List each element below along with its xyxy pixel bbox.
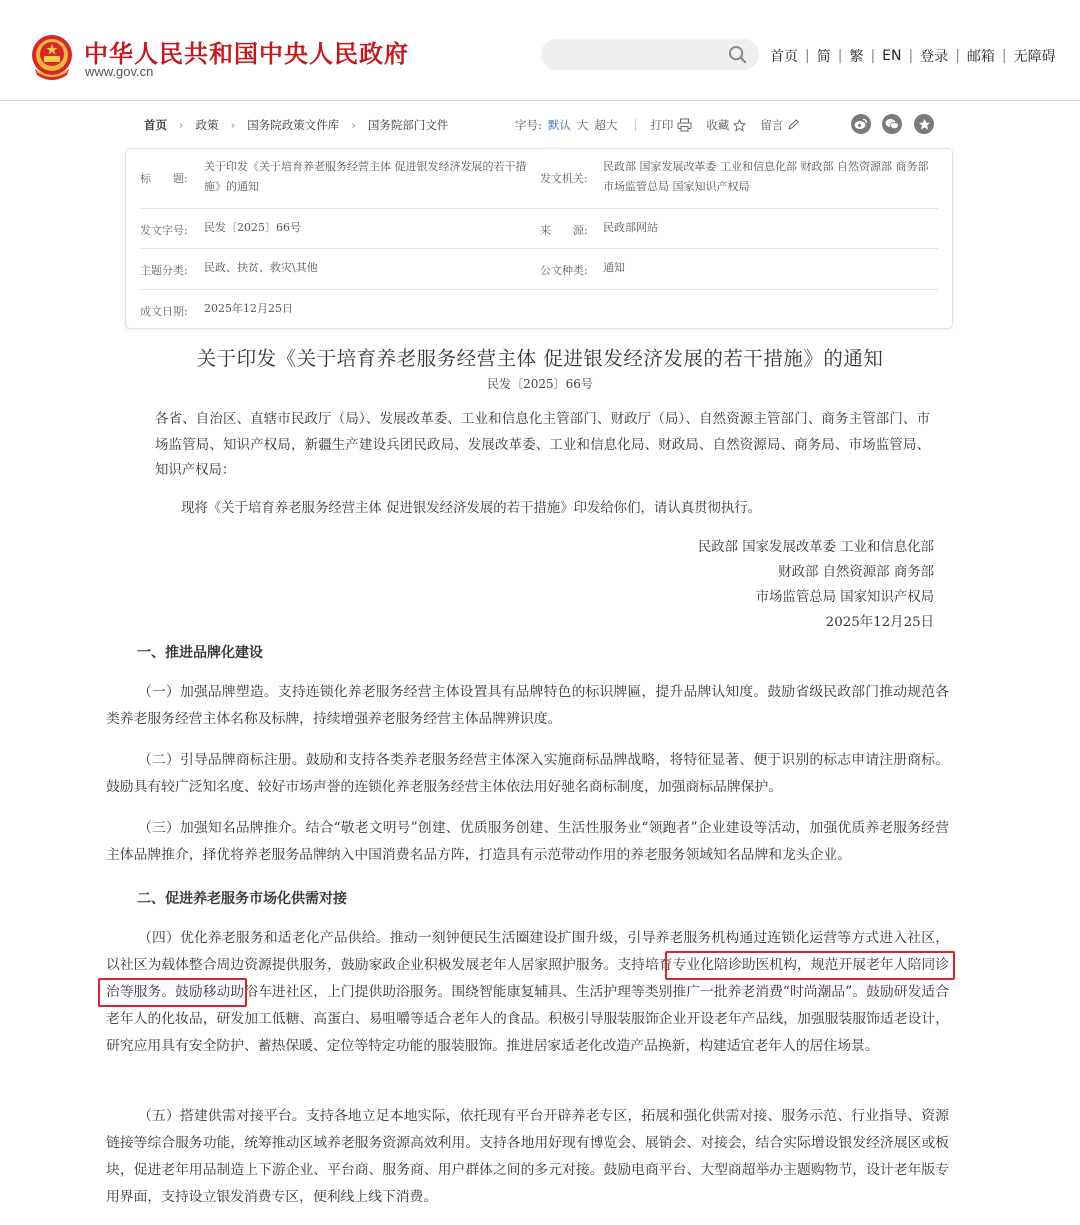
nav-divider: | (908, 48, 914, 64)
star-outline-icon (733, 119, 746, 132)
breadcrumb-policy-library[interactable]: 国务院政策文件库 (247, 118, 340, 132)
nav-home[interactable]: 首页 (770, 49, 798, 65)
breadcrumb-home[interactable]: 首页 (144, 118, 167, 132)
paragraph: （三）加强知名品牌推介。结合“敬老文明号”创建、优质服务创建、生活性服务业“领跑者”企业建设等活动，加强优质养老服务经营主体品牌推介，择优将养老服务品牌纳入中国消费名品方阵，打造具有示范带动作用的养老服务领域知名品牌和龙头企业。 (106, 820, 949, 863)
search-input[interactable] (541, 39, 759, 70)
doc-type-value: 通知 (603, 261, 625, 274)
font-size-default[interactable]: 默认 (547, 118, 571, 132)
nav-traditional[interactable]: 繁 (849, 49, 864, 65)
nav-divider: | (870, 48, 876, 64)
signatory-line: 财政部 自然资源部 商务部 (778, 565, 934, 580)
document-intro: 现将《关于培育养老服务经营主体 促进银发经济发展的若干措施》印发给你们，请认真贯彻执行。 (181, 501, 762, 516)
issuer-value: 民政部 国家发展改革委 工业和信息化部 财政部 自然资源部 商务部 市场监管总局 国家知识产权局 (603, 160, 929, 193)
doc-number-value: 民发〔2025〕66号 (204, 221, 301, 234)
source-label: 来 源: (540, 224, 588, 237)
nav-english[interactable]: EN (882, 48, 902, 64)
site-header (0, 0, 1080, 101)
font-size-xlarge[interactable]: 超大 (594, 118, 618, 132)
topic-value: 民政、扶贫、救灾\其他 (204, 261, 318, 274)
font-size-large[interactable]: 大 (576, 118, 589, 132)
printer-icon (677, 118, 692, 132)
chevron-right-icon: › (351, 118, 356, 132)
highlighted-text: 支持培育专业化陪诊助医机构，规范开展老年人陪同诊治等服务。 (106, 957, 950, 1000)
document-title: 关于印发《关于培育养老服务经营主体 促进银发经济发展的若干措施》的通知 (196, 347, 884, 370)
doc-number-label: 发文字号: (140, 224, 188, 237)
section-heading: 二、促进养老服务市场化供需对接 (137, 891, 347, 907)
chevron-right-icon: › (179, 118, 184, 132)
topic-label: 主题分类: (140, 264, 188, 277)
search-icon[interactable] (728, 45, 747, 64)
weibo-icon[interactable] (851, 114, 871, 134)
wechat-icon[interactable] (882, 114, 902, 134)
document-number: 民发〔2025〕66号 (487, 377, 593, 391)
comment-label: 留言 (760, 118, 784, 132)
favorite-label: 收藏 (706, 118, 730, 132)
article-toolbar (515, 117, 813, 133)
nav-login[interactable]: 登录 (920, 49, 949, 65)
paragraph: （五）搭建供需对接平台。支持各地立足本地实际，依托现有平台开辟养老专区，拓展和强化供需对接、服务示范、行业指导、资源链接等综合服务功能，统筹推动区域养老服务资源高效利用。支持各地用好现有博览会、展销会、对接会，结合实际增设银发经济展区或板块，促进老年用品制造上下游企业、平台商、服务商、用户群体之间的多元对接。鼓励电商平台、大型商超举办主题购物节，设计老年版专用界面，支持设立银发消费专区，便利线上线下消费。 (106, 1108, 949, 1205)
breadcrumb (144, 117, 448, 133)
chevron-right-icon: › (230, 118, 236, 132)
nav-divider: | (955, 48, 960, 64)
doc-type-label: 公文种类: (540, 264, 588, 277)
print-label: 打印 (650, 118, 674, 132)
document-recipients: 各省、自治区、直辖市民政厅（局）、发展改革委、工业和信息化主管部门、财政厅（局）、自然资源主管部门、商务主管部门、市场监管局、知识产权局，新疆生产建设兵团民政局、发展改革委、工业和信息化局、财政局、自然资源局、商务局、市场监管局、知识产权局： (155, 412, 930, 478)
pencil-icon (787, 119, 799, 131)
print-button[interactable] (650, 117, 692, 133)
comment-button[interactable] (760, 117, 799, 133)
breadcrumb-policy[interactable]: 政策 (195, 118, 219, 132)
nav-accessibility[interactable]: 无障碍 (1013, 49, 1056, 65)
font-size-label: 字号: (515, 118, 542, 132)
date-label: 成文日期: (140, 305, 188, 318)
nav-divider: | (837, 48, 843, 64)
paragraph-highlighted (106, 925, 949, 1060)
info-row-topic (140, 249, 938, 290)
paragraph-text: 鼓励移动助浴车进社区，上门提供助浴服务。围绕智能康复辅具、生活护理等类别推广一批养老消费“时尚潮品”。鼓励研发适合老年人的化妆品，研发加工低糖、高蛋白、易咀嚼等适合老年人的食品。积极引导服装服饰企业开设老年产品线，加强服装服饰适老设计，研究应用具有安全防护、蓄热保暖、定位等特定功能的服装服饰。推进居家适老化改造产品换新，构建适宜老年人的居住场景。 (106, 984, 949, 1054)
nav-mailbox[interactable]: 邮箱 (966, 49, 995, 65)
favorite-button[interactable] (706, 117, 746, 133)
nav-divider: | (1001, 48, 1007, 64)
favorite-star-icon[interactable] (914, 114, 934, 134)
top-nav (770, 46, 1056, 66)
info-row-number (140, 209, 938, 249)
signature-date: 2025年12月25日 (825, 615, 934, 630)
site-url: www.gov.cn (85, 64, 154, 79)
national-emblem-icon[interactable] (29, 33, 75, 81)
signatory-line: 市场监管总局 国家知识产权局 (755, 590, 934, 605)
title-value: 关于印发《关于培育养老服务经营主体 促进银发经济发展的若干措施》的通知 (204, 160, 527, 193)
info-row-title (140, 149, 938, 209)
paragraph: （一）加强品牌塑造。支持连锁化养老服务经营主体设置具有品牌特色的标识牌匾，提升品牌认知度。鼓励省级民政部门推动规范各类养老服务经营主体名称及标牌，持续增强养老服务经营主体品牌辨识度。 (106, 684, 949, 727)
breadcrumb-department-docs[interactable]: 国务院部门文件 (367, 118, 449, 132)
signatory-line: 民政部 国家发展改革委 工业和信息化部 (697, 540, 934, 555)
info-row-date (140, 290, 938, 330)
date-value: 2025年12月25日 (204, 302, 293, 315)
issuer-label: 发文机关: (540, 172, 588, 185)
section-heading: 一、推进品牌化建设 (137, 645, 263, 661)
paragraph: （二）引导品牌商标注册。鼓励和支持各类养老服务经营主体深入实施商标品牌战略，将特征显著、便于识别的标志申请注册商标。鼓励具有较广泛知名度、较好市场声誉的连锁化养老服务经营主体依法用好驰名商标制度，加强商标品牌保护。 (106, 752, 949, 795)
source-value: 民政部网站 (603, 221, 658, 234)
nav-simplified[interactable]: 简 (816, 49, 831, 65)
title-label: 标 题: (140, 172, 188, 185)
paragraph-text: （四）优化养老服务和适老化产品供给。推动一刻钟便民生活圈建设扩围升级，引导养老服务机构通过连锁化运营等方式进入社区，以社区为载体整合周边资源提供服务，鼓励家政企业积极发展老年人居家照护服务。 (106, 930, 949, 973)
toolbar-divider (635, 119, 636, 131)
nav-divider: | (805, 48, 810, 64)
document-info-table (125, 148, 953, 329)
site-title[interactable]: 中华人民共和国中央人民政府 (84, 40, 409, 68)
